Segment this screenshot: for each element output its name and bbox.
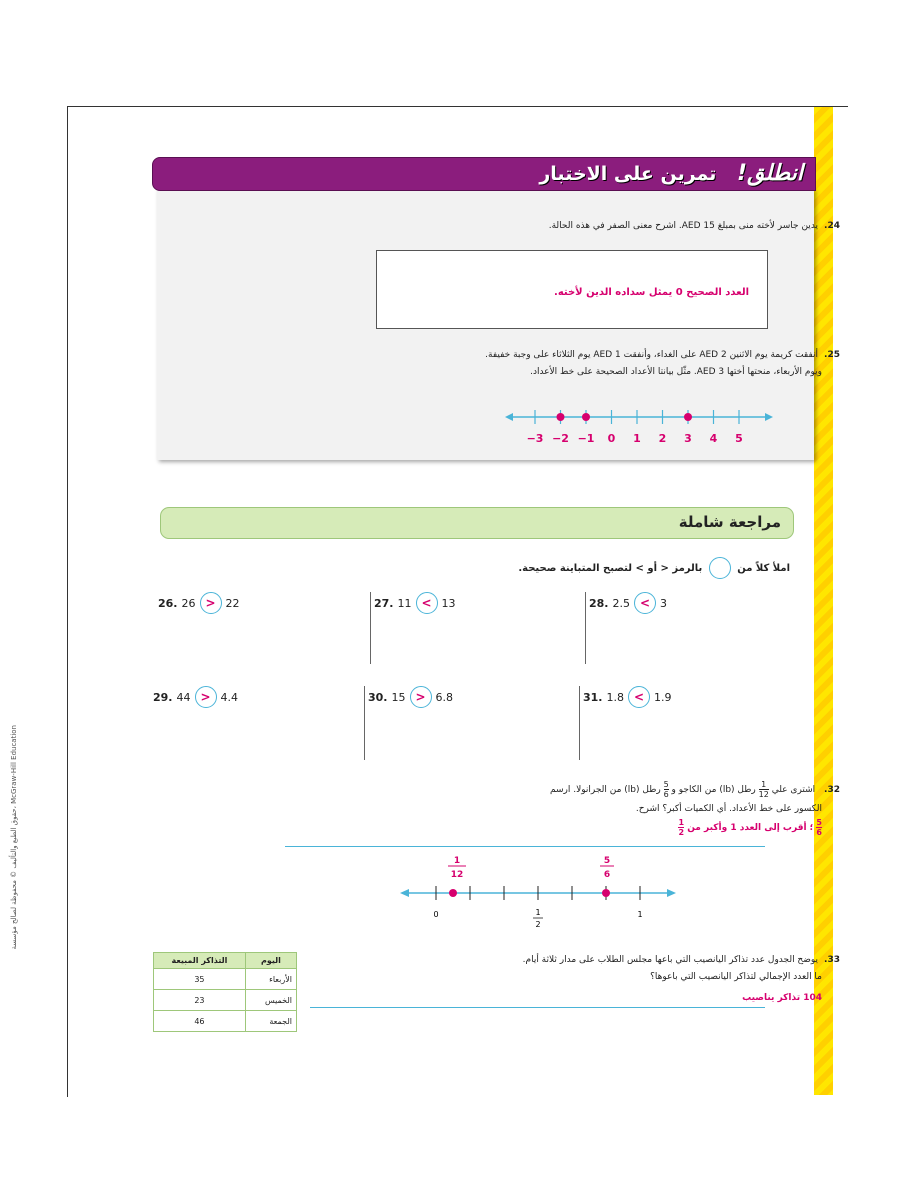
- table-row: الأربعاء 35: [154, 969, 297, 990]
- comparison-31: 31. 1.8 < 1.9: [583, 686, 672, 708]
- divider: [585, 592, 586, 664]
- tick-label: 1: [633, 432, 641, 445]
- comparison-27: 27. 11 < 13: [374, 592, 456, 614]
- divider: [364, 686, 365, 760]
- section-header: [152, 157, 816, 191]
- section-title: [539, 161, 803, 186]
- comparison-30: 30. 15 > 6.8: [368, 686, 453, 708]
- tick-half-num: 1: [535, 908, 541, 917]
- answer-circle[interactable]: <: [416, 592, 438, 614]
- tick-label: 3: [684, 432, 692, 445]
- table-row: الخميس 23: [154, 990, 297, 1011]
- answer-rule: [310, 1007, 765, 1008]
- question-32: 32. اشترى علي $\frac{1}{12}$ رطل (lb) من الكاجو و $\frac{5}{6}$ رطل (lb) من الجرانولا. ارسم الكسور على خط الأعداد. أي الكميات أكبر؟ اشرح. $\frac{5}{6}$ ؛ أقرب إلى العدد 1 وأكبر من $\frac{1}{2}$: [440, 780, 840, 837]
- comparison-26: 26. 26 > 22: [158, 592, 240, 614]
- tick-label: −1: [577, 432, 595, 445]
- title-main: انطلق!: [737, 161, 803, 186]
- review-header: [160, 507, 794, 539]
- answer-circle[interactable]: <: [628, 686, 650, 708]
- point-one-twelfth: [449, 889, 457, 897]
- question-25: 25.أنفقت كريمة يوم الاثنين 2 AED على الغداء، وأنفقت 1 AED يوم الثلاثاء على وجبة خفيفة. ويوم الأربعاء، منحتها أختها 3 AED. مثّل بيانتا الأعداد الصحيحة على خط الأعداد.: [485, 350, 840, 377]
- tick-one: 1: [637, 910, 643, 919]
- label-five-sixths-den: 6: [603, 870, 611, 880]
- table-row: الجمعة 46: [154, 1011, 297, 1032]
- comparison-29: 29. 44 > 4.4: [153, 686, 238, 708]
- label-one-twelfth-den: 12: [450, 870, 464, 880]
- side-credit: McGraw-Hill Education ،حقوق الطبع والتأليف © محفوظة لصالح مؤسسة: [10, 725, 18, 950]
- tick-label: −2: [552, 432, 569, 445]
- plotted-point: [557, 413, 565, 421]
- answer-circle[interactable]: >: [200, 592, 222, 614]
- plotted-point: [582, 413, 590, 421]
- yellow-edge-strip: [814, 107, 833, 1095]
- answer-24: العدد الصحيح 0 يمثل سداده الدين لأخته.: [554, 287, 749, 298]
- tick-half-den: 2: [535, 920, 541, 929]
- number-line-integers: [505, 405, 775, 455]
- answer-32: $\frac{5}{6}$ ؛ أقرب إلى العدد 1 وأكبر من $\frac{1}{2}$: [678, 818, 822, 837]
- fraction: $\frac{1}{12}$: [758, 780, 769, 799]
- answer-box-24[interactable]: [376, 250, 768, 329]
- number-line-fractions: [400, 855, 680, 935]
- table-header: اليوم: [245, 953, 296, 969]
- tick-label: −3: [526, 432, 544, 445]
- title-sub: تمرين على الاختبار: [539, 163, 717, 185]
- question-33: 33.يوضح الجدول عدد تذاكر اليانصيب التي باعها مجلس الطلاب على مدار ثلاثة أيام. ما العدد الإجمالي لتذاكر اليانصيب التي باعوها؟ 104 تذاكر يناصيب: [420, 952, 840, 1007]
- answer-rule: [285, 846, 765, 847]
- circle-symbol-icon: [709, 557, 731, 579]
- comparison-28: 28. 2.5 < 3: [589, 592, 667, 614]
- question-24: 24.يدين جاسر لأخته منى بمبلغ 15 AED. اشرح معنى الصفر في هذه الحالة.: [548, 221, 840, 231]
- divider: [579, 686, 580, 760]
- tick-zero: 0: [433, 910, 439, 919]
- point-five-sixths: [602, 889, 610, 897]
- fraction: $\frac{5}{6}$: [663, 780, 669, 799]
- answer-circle[interactable]: >: [195, 686, 217, 708]
- review-instruction: املأ كلاً من بالرمز < أو > لتصبح المتباينة صحيحة.: [518, 557, 790, 579]
- tick-label: 4: [709, 432, 718, 445]
- table-header: التذاكر المبيعة: [154, 953, 246, 969]
- answer-33: 104 تذاكر يناصيب: [742, 993, 822, 1003]
- label-five-sixths-num: 5: [603, 856, 611, 866]
- plotted-point: [684, 413, 692, 421]
- review-title: مراجعة شاملة: [678, 513, 781, 531]
- tick-label: 2: [658, 432, 667, 445]
- answer-circle[interactable]: <: [634, 592, 656, 614]
- answer-circle[interactable]: >: [410, 686, 432, 708]
- tickets-table: [153, 952, 297, 1032]
- divider: [370, 592, 371, 664]
- tick-label: 5: [735, 432, 743, 445]
- tick-label: 0: [607, 432, 616, 445]
- label-one-twelfth-num: 1: [453, 856, 461, 866]
